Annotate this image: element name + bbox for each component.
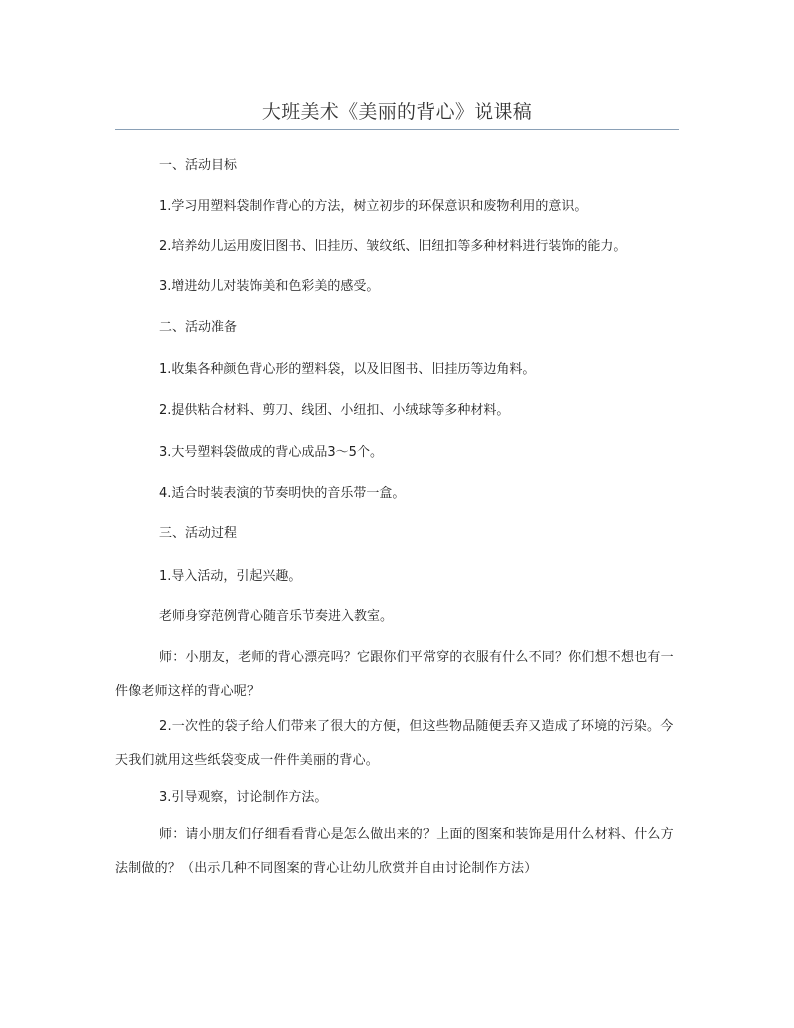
title-divider — [115, 129, 679, 130]
section-heading-preparation: 二、活动准备 — [159, 320, 238, 335]
paragraph: 3.引导观察，讨论制作方法。 — [159, 790, 328, 805]
paragraph: 2.一次性的袋子给人们带来了很大的方便，但这些物品随便丢弃又造成了环境的污染。今天我们就用这些纸袋变成一件件美丽的背心。 — [115, 719, 674, 768]
document-title: 大班美术《美丽的背心》说课稿 — [261, 101, 533, 123]
paragraph: 师：请小朋友们仔细看看背心是怎么做出来的？上面的图案和装饰是用什么材料、什么方法制做的？（出示几种不同图案的背心让幼儿欣赏并自由讨论制作方法） — [115, 827, 674, 876]
paragraph: 4.适合时装表演的节奏明快的音乐带一盒。 — [159, 486, 406, 501]
paragraph: 老师身穿范例背心随音乐节奏进入教室。 — [159, 609, 394, 624]
paragraph: 1.收集各种颜色背心形的塑料袋，以及旧图书、旧挂历等边角料。 — [159, 362, 536, 377]
section-heading-goals: 一、活动目标 — [159, 158, 238, 173]
section-heading-process: 三、活动过程 — [159, 526, 238, 541]
paragraph: 师：小朋友，老师的背心漂亮吗？它跟你们平常穿的衣服有什么不同？你们想不想也有一件像老师这样的背心呢？ — [115, 650, 674, 699]
paragraph: 3.大号塑料袋做成的背心成品3～5个。 — [159, 445, 383, 460]
paragraph: 2.提供粘合材料、剪刀、线团、小纽扣、小绒球等多种材料。 — [159, 403, 510, 418]
paragraph: 2.培养幼儿运用废旧图书、旧挂历、皱纹纸、旧纽扣等多种材料进行装饰的能力。 — [159, 239, 627, 254]
paragraph: 3.增进幼儿对装饰美和色彩美的感受。 — [159, 279, 380, 294]
paragraph: 1.导入活动，引起兴趣。 — [159, 569, 302, 584]
paragraph: 1.学习用塑料袋制作背心的方法，树立初步的环保意识和废物利用的意识。 — [159, 199, 588, 214]
